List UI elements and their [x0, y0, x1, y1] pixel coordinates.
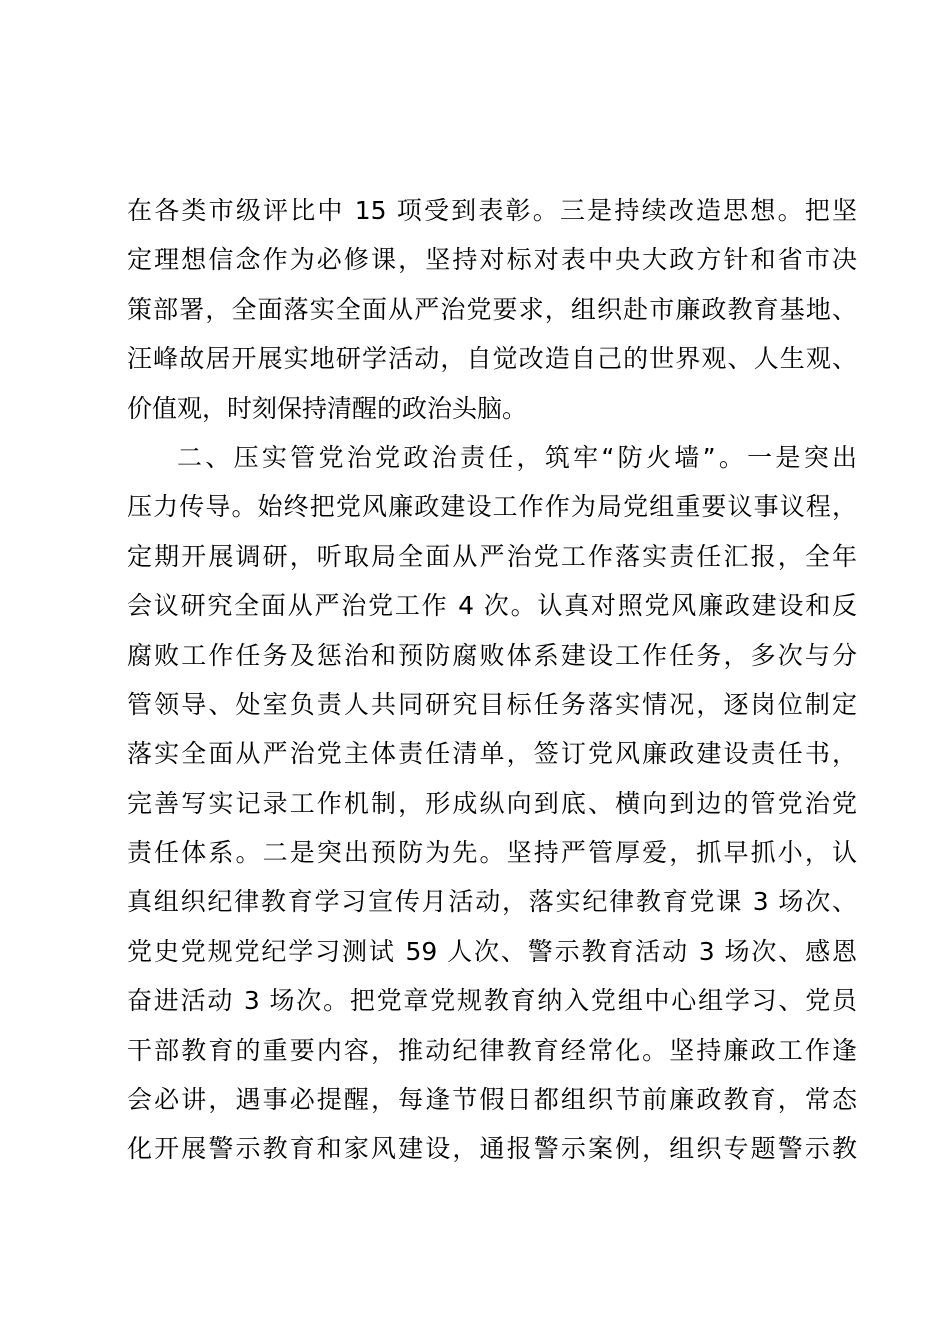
- text-line: 在各类市级评比中 15 项受到表彰。三是持续改造思想。把坚: [127, 196, 857, 225]
- text-line: 完善写实记录工作机制，形成纵向到底、横向到边的管党治党: [127, 788, 857, 818]
- text-line: 定期开展调研，听取局全面从严治党工作落实责任汇报，全年: [127, 541, 857, 571]
- text-line: 落实全面从严治党主体责任清单，签订党风廉政建设责任书，: [127, 739, 857, 769]
- text-line: 干部教育的重要内容，推动纪律教育经常化。坚持廉政工作逢: [127, 1035, 857, 1065]
- text-line: 责任体系。二是突出预防为先。坚持严管厚爱，抓早抓小，认: [127, 838, 857, 868]
- text-line: 管领导、处室负责人共同研究目标任务落实情况，逐岗位制定: [127, 689, 857, 719]
- text-line: 会必讲，遇事必提醒，每逢节假日都组织节前廉政教育，常态: [127, 1085, 857, 1115]
- text-line: 定理想信念作为必修课，坚持对标对表中央大政方针和省市决: [127, 245, 857, 275]
- text-line: 化开展警示教育和家风建设，通报警示案例，组织专题警示教: [127, 1134, 857, 1164]
- text-line: 价值观，时刻保持清醒的政治头脑。: [127, 393, 528, 423]
- text-line: 会议研究全面从严治党工作 4 次。认真对照党风廉政建设和反: [127, 591, 857, 621]
- text-line: 奋进活动 3 场次。把党章党规教育纳入党组中心组学习、党员: [127, 986, 857, 1016]
- text-line: 腐败工作任务及惩治和预防腐败体系建设工作任务，多次与分: [127, 640, 857, 670]
- text-line: 真组织纪律教育学习宣传月活动，落实纪律教育党课 3 场次、: [127, 887, 857, 917]
- text-line: 压力传导。始终把党风廉政建设工作作为局党组重要议事议程，: [127, 492, 857, 522]
- text-line: 汪峰故居开展实地研学活动，自觉改造自己的世界观、人生观、: [127, 344, 857, 374]
- paragraph-heading-line: 二、压实管党治党政治责任，筑牢“防火墙”。一是突出: [177, 442, 857, 472]
- text-line: 党史党规党纪学习测试 59 人次、警示教育活动 3 场次、感恩: [127, 936, 857, 966]
- text-line: 策部署，全面落实全面从严治党要求，组织赴市廉政教育基地、: [127, 294, 857, 324]
- body-text: [127, 186, 857, 1174]
